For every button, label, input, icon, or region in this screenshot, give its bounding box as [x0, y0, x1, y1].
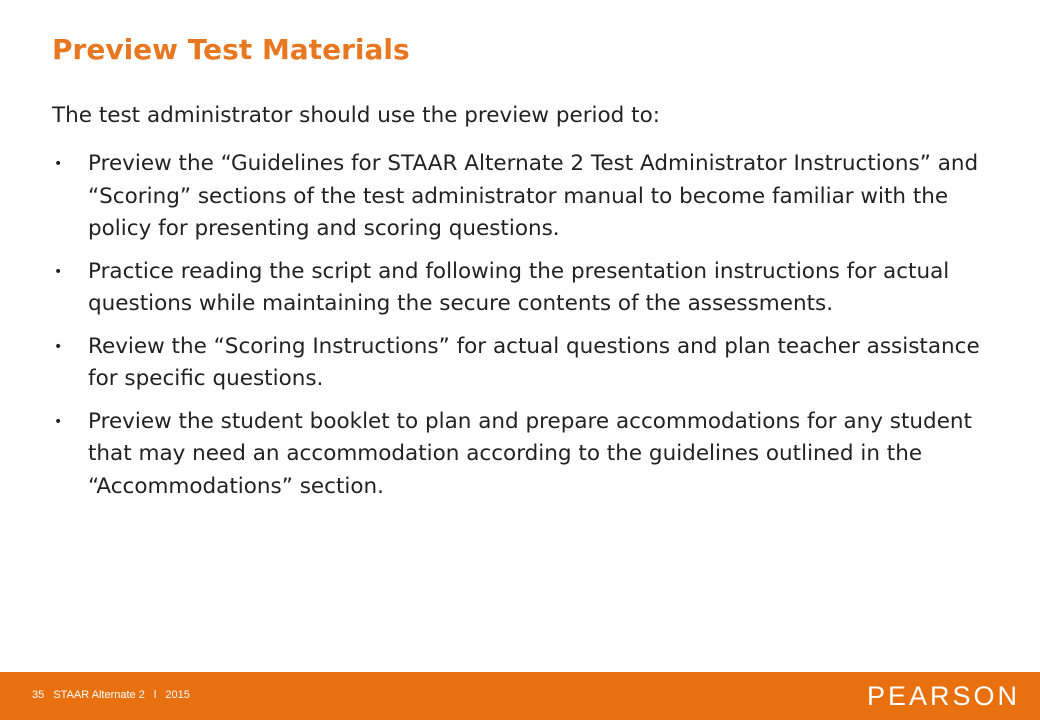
bullet-text-4: Preview the student booklet to plan and prepare accommodations for any student that may need an accommodation according to the guidelines outlined in the “Accommodations” section.	[88, 408, 972, 499]
bullet-item-1	[52, 148, 997, 246]
bullet-item-4	[52, 406, 997, 504]
footer-info	[32, 687, 196, 703]
bullet-text-2: Practice reading the script and following the presentation instructions for actual questions while maintaining the secure contents of the assessments.	[88, 258, 950, 316]
bullet-text-1: Preview the “Guidelines for STAAR Alternate 2 Test Administrator Instructions” and “Scoring” sections of the test administrator manual to become familiar with the policy for presenting and scoring questions.	[88, 151, 979, 241]
bullet-text-3: Review the “Scoring Instructions” for actual questions and plan teacher assistance for specific questions.	[88, 333, 980, 391]
bullet-list	[52, 148, 997, 513]
footer-program: STAAR Alternate 2	[53, 689, 145, 701]
bullet-item-3	[52, 331, 997, 396]
intro-text: The test administrator should use the preview period to:	[52, 103, 660, 128]
bullet-marker-4: •	[54, 413, 63, 430]
footer-year: 2015	[165, 689, 190, 701]
bullet-marker-3: •	[54, 338, 63, 355]
bullet-marker-1: •	[54, 156, 63, 172]
bullet-marker-2: •	[54, 263, 63, 280]
bullet-item-2	[52, 256, 997, 321]
page-number: 35	[32, 689, 45, 701]
footer-separator: l	[153, 689, 157, 701]
footer-bar	[0, 672, 1040, 720]
slide-title: Preview Test Materials	[52, 33, 410, 66]
pearson-logo: PEARSON	[866, 681, 1020, 711]
